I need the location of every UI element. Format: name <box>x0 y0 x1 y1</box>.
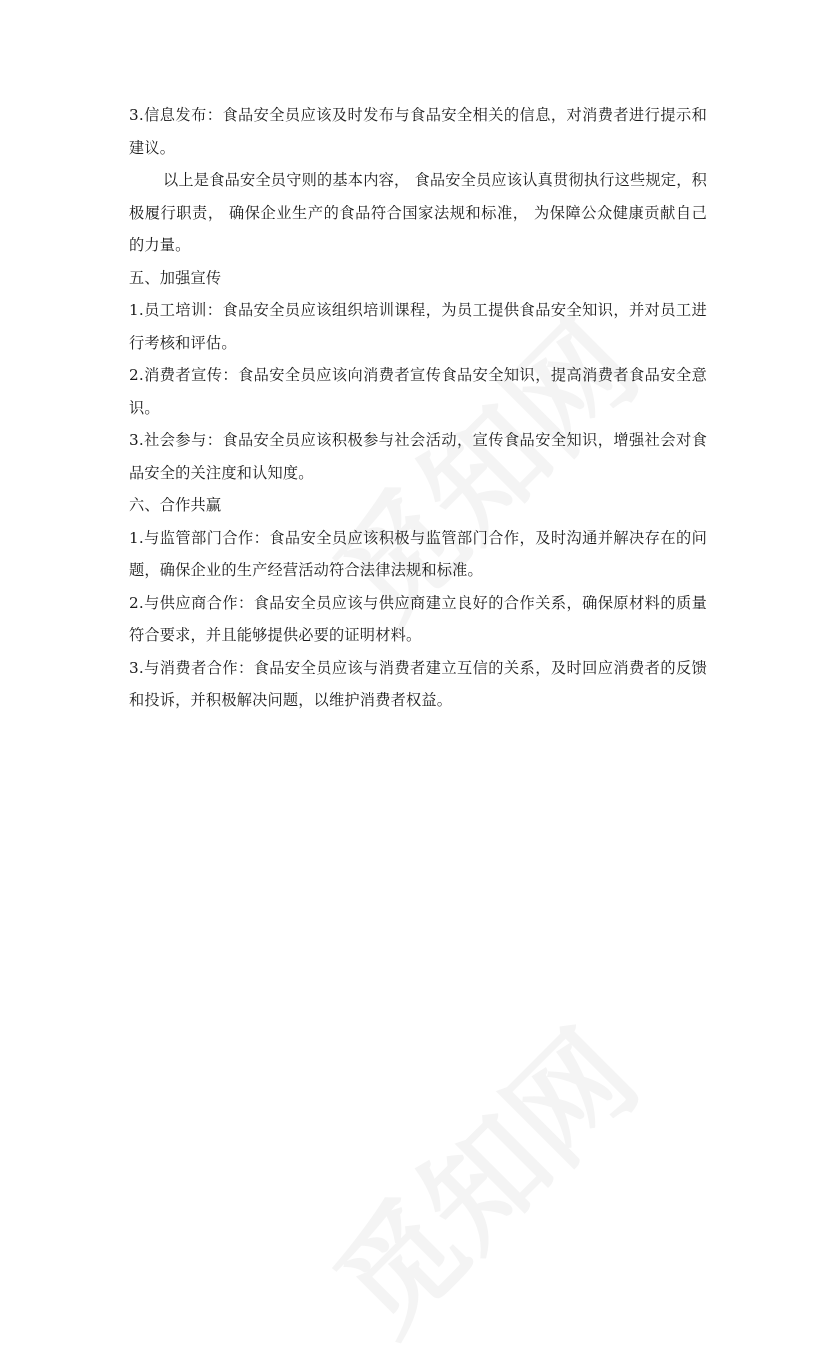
paragraph-info-release: 3.信息发布：食品安全员应该及时发布与食品安全相关的信息，对消费者进行提示和建议。 <box>129 106 707 157</box>
paragraph-consumer-cooperation: 3.与消费者合作：食品安全员应该与消费者建立互信的关系，及时回应消费者的反馈和投诉，并积极解决问题，以维护消费者权益。 <box>129 658 707 709</box>
paragraph-summary: 以上是食品安全员守则的基本内容， 食品安全员应该认真贯彻执行这些规定，积极履行职责， 确保企业生产的食品符合国家法规和标准， 为保障公众健康贡献自己的力量。 <box>129 171 707 254</box>
paragraph-regulator-cooperation: 1.与监管部门合作：食品安全员应该积极与监管部门合作，及时沟通并解决存在的问题，确保企业的生产经营活动符合法律法规和标准。 <box>129 528 707 579</box>
paragraph-staff-training: 1.员工培训：食品安全员应该组织培训课程，为员工提供食品安全知识，并对员工进行考核和评估。 <box>129 301 707 352</box>
section-heading-cooperation: 六、合作共赢 <box>129 496 222 514</box>
watermark <box>292 988 668 1364</box>
document-body <box>129 99 707 717</box>
paragraph-supplier-cooperation: 2.与供应商合作：食品安全员应该与供应商建立良好的合作关系，确保原材料的质量符合要求，并且能够提供必要的证明材料。 <box>129 593 707 644</box>
section-heading-publicity: 五、加强宣传 <box>129 268 222 287</box>
paragraph-consumer-publicity: 2.消费者宣传：食品安全员应该向消费者宣传食品安全知识，提高消费者食品安全意识。 <box>129 366 707 417</box>
paragraph-social-participation: 3.社会参与：食品安全员应该积极参与社会活动，宣传食品安全知识，增强社会对食品安全的关注度和认知度。 <box>129 431 707 482</box>
